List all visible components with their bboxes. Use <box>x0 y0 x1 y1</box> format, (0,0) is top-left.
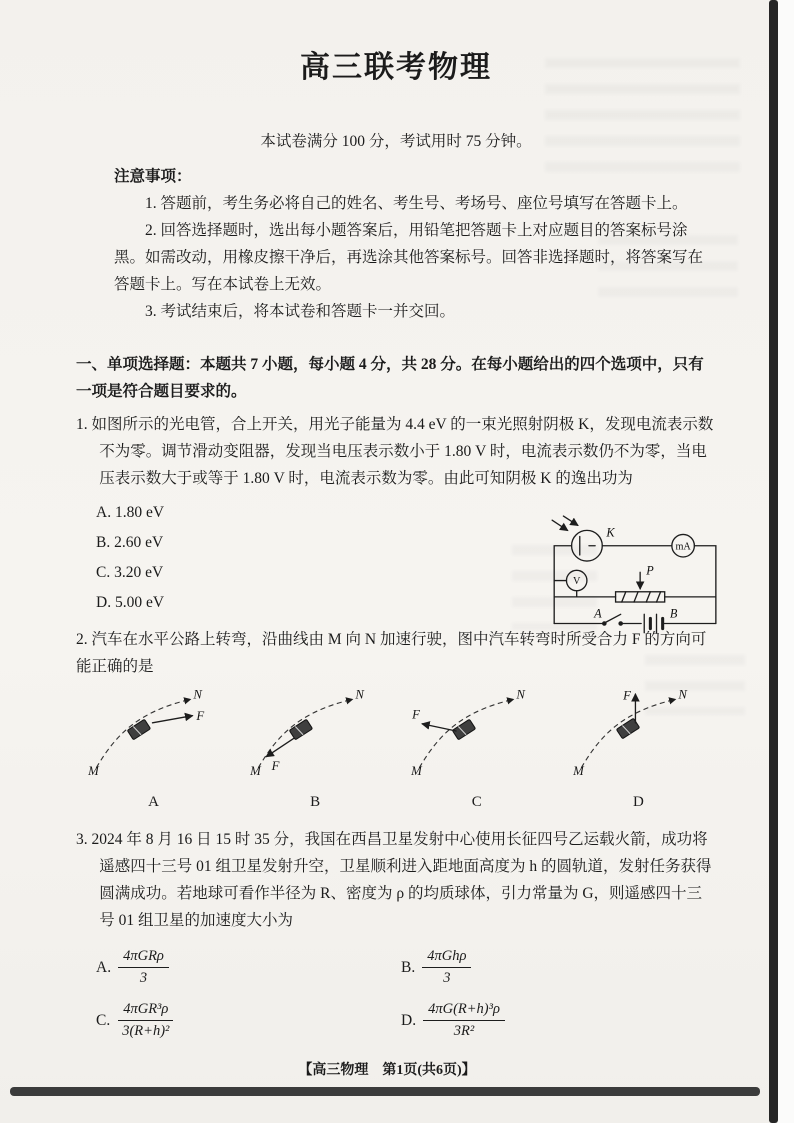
phototube-icon <box>572 530 603 561</box>
option-label: C. <box>96 1012 111 1029</box>
fraction-denominator: 3R² <box>453 1023 475 1039</box>
question-2-diagrams <box>76 684 716 816</box>
terminal-b-label: B <box>669 606 678 621</box>
start-label: M <box>573 763 584 778</box>
cathode-label: K <box>606 525 615 540</box>
force-label: F <box>196 708 205 723</box>
car-icon <box>127 719 150 740</box>
option-label: D. <box>401 1012 417 1029</box>
figure-letter: D <box>633 794 644 810</box>
slider-label: P <box>646 563 654 578</box>
question-3 <box>76 826 716 1040</box>
option-label: B. <box>401 959 416 976</box>
end-label: N <box>678 687 687 702</box>
figure-letter: C <box>471 794 482 810</box>
car-icon <box>453 719 476 740</box>
question-2 <box>76 626 716 816</box>
figure-letter: A <box>148 794 159 810</box>
voltmeter-icon <box>554 570 587 597</box>
battery-icon <box>644 614 662 632</box>
force-arrow-icon <box>423 724 457 731</box>
notice-section <box>114 163 716 325</box>
car-icon <box>289 719 312 740</box>
scanner-background <box>778 0 794 1123</box>
figure-letter: B <box>310 794 321 810</box>
fraction-numerator: 4πGhρ <box>422 948 471 968</box>
question-3-option-b <box>401 948 706 987</box>
notice-item-2: 2. 回答选择题时，选出每小题答案后，用铅笔把答题卡上对应题目的答案标号涂黑。如需改动，用橡皮擦干净后，再选涂其他答案标号。回答非选择题时，将答案写在答题卡上。写在本试卷上无效。 <box>114 222 704 293</box>
question-1-option-c: C. 3.20 eV <box>96 564 164 581</box>
question-3-option-c <box>96 1001 401 1040</box>
force-arrow-icon <box>152 716 192 723</box>
car-icon <box>616 718 639 739</box>
page-footer: 【高三物理 第1页(共6页)】 <box>298 1063 476 1078</box>
question-2-text: 2. 汽车在水平公路上转弯，沿曲线由 M 向 N 加速行驶，图中汽车转弯时所受合力 F 的方向可能正确的是 <box>76 631 707 675</box>
end-label: N <box>516 687 526 702</box>
scan-edge-right <box>769 0 778 1123</box>
question-1-option-b: B. 2.60 eV <box>96 534 164 551</box>
notice-item-3: 3. 考试结束后，将本试卷和答题卡一并交回。 <box>145 303 456 320</box>
ammeter-label: mA <box>675 541 691 553</box>
answer-figure-d <box>571 684 706 816</box>
fraction-numerator: 4πGRρ <box>118 948 169 968</box>
exam-duration-note: 本试卷满分 100 分，考试用时 75 分钟。 <box>260 133 532 150</box>
switch-icon <box>603 614 623 625</box>
question-1-text: 1. 如图所示的光电管，合上开关，用光子能量为 4.4 eV 的一束光照射阴极 K，发现电流表示数不为零。调节滑动变阻器，发现当电压表示数小于 1.80 V 时，电流表示数仍不为零，当电压表示数大于或等于 1.80 V 时，电流表示数为零。由此可知阴极 K 的逸出功为 <box>76 416 714 487</box>
scan-edge-bottom <box>10 1087 760 1096</box>
fraction <box>423 1001 505 1040</box>
fraction-numerator: 4πGR³ρ <box>118 1001 173 1021</box>
photocell-circuit-diagram <box>546 515 722 644</box>
option-label: A. <box>96 959 112 976</box>
start-label: M <box>249 763 261 778</box>
question-3-options <box>76 948 716 1040</box>
start-label: M <box>88 763 99 778</box>
fraction-denominator: 3 <box>139 970 148 986</box>
section-one-header: 一、单项选择题：本题共 7 小题，每小题 4 分，共 28 分。在每小题给出的四个选项中，只有一项是符合题目要求的。 <box>76 356 704 400</box>
question-3-text: 3. 2024 年 8 月 16 日 15 时 35 分，我国在西昌卫星发射中心使用长征四号乙运载火箭，成功将遥感四十三号 01 组卫星发射升空，卫星顺利进入距地面高度为 h 的圆轨道，发射任务获得圆满成功。若地球可看作半径为 R、密度为 ρ 的均质球体，引力常量为 G，则遥感四十三号 01 组卫星的加速度大小为 <box>76 831 712 929</box>
voltmeter-label: V <box>573 576 581 588</box>
terminal-a-label: A <box>594 606 602 621</box>
answer-figure-a <box>86 684 221 816</box>
question-3-option-d <box>401 1001 706 1040</box>
fraction-denominator: 3 <box>443 970 451 986</box>
force-arrow-icon <box>266 738 294 756</box>
question-1 <box>76 411 716 621</box>
question-3-option-a <box>96 948 401 987</box>
notice-header: 注意事项： <box>114 168 192 185</box>
rheostat-icon <box>616 592 665 602</box>
notice-item-1: 1. 答题前，考生务必将自己的姓名、考生号、考场号、座位号填写在答题卡上。 <box>145 195 688 212</box>
fraction-denominator: 3(R+h)² <box>122 1023 170 1039</box>
question-1-option-d: D. 5.00 eV <box>96 594 165 611</box>
fraction <box>117 1001 174 1040</box>
fraction-numerator: 4πG(R+h)³ρ <box>423 1001 505 1021</box>
fraction <box>422 948 471 987</box>
start-label: M <box>411 763 423 778</box>
light-rays-icon <box>552 516 578 530</box>
force-label: F <box>271 758 280 773</box>
page-title: 高三联考物理 <box>300 51 492 84</box>
end-label: N <box>355 687 364 702</box>
answer-figure-b <box>248 684 383 816</box>
force-label: F <box>623 688 631 703</box>
fraction <box>118 948 169 987</box>
force-label: F <box>412 707 421 722</box>
question-1-option-a: A. 1.80 eV <box>96 504 165 521</box>
end-label: N <box>193 687 202 702</box>
answer-figure-c <box>409 684 544 816</box>
